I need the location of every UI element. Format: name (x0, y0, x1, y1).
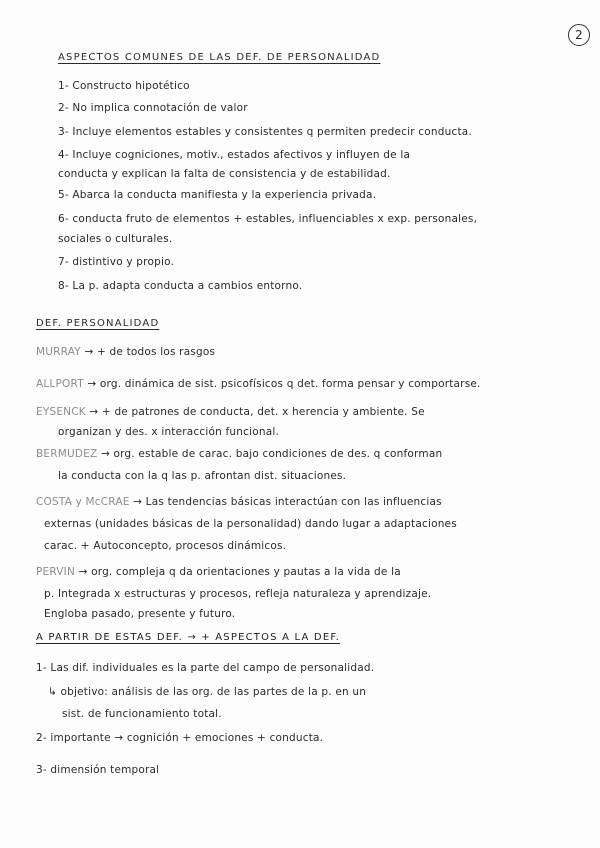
def-eysenck (36, 406, 425, 418)
section2-title: DEF. PERSONALIDAD (36, 318, 160, 329)
s3-line-5: 3- dimensión temporal (36, 764, 160, 776)
author-allport: ALLPORT (36, 378, 84, 390)
def-murray-text: → + de todos los rasgos (84, 346, 216, 358)
def-costa-mccrae-cont1: externas (unidades básicas de la personalidad) dando lugar a adaptaciones (44, 518, 457, 530)
s3-line-1: 1- Las dif. individuales es la parte del campo de personalidad. (36, 662, 375, 674)
def-costa-mccrae-text: → Las tendencias básicas interactúan con las influencias (133, 496, 442, 508)
author-bermudez: BERMUDEZ (36, 448, 98, 460)
def-bermudez (36, 448, 442, 460)
def-bermudez-cont: la conducta con la q las p. afrontan dist. situaciones. (58, 470, 347, 482)
def-costa-mccrae-cont2: carac. + Autoconcepto, procesos dinámicos. (44, 540, 287, 552)
s1-item-6-cont: sociales o culturales. (58, 233, 173, 245)
s1-item-4: 4- Incluye cogniciones, motiv., estados afectivos y influyen de la (58, 149, 411, 161)
page-number: 2 (568, 24, 590, 46)
def-pervin-cont2: Engloba pasado, presente y futuro. (44, 608, 236, 620)
s1-item-1: 1- Constructo hipotético (58, 80, 190, 92)
def-pervin (36, 566, 401, 578)
s1-item-8: 8- La p. adapta conducta a cambios entorno. (58, 280, 303, 292)
def-eysenck-text: → + de patrones de conducta, det. x herencia y ambiente. Se (89, 406, 425, 418)
author-eysenck: EYSENCK (36, 406, 86, 418)
author-pervin: PERVIN (36, 566, 76, 578)
s1-item-6: 6- conducta fruto de elementos + estables, influenciables x exp. personales, (58, 213, 478, 225)
def-eysenck-cont: organizan y des. x interacción funcional. (58, 426, 279, 438)
s1-item-4-cont: conducta y explican la falta de consistencia y de estabilidad. (58, 168, 391, 180)
s1-item-2: 2- No implica connotación de valor (58, 102, 248, 114)
def-pervin-cont1: p. Integrada x estructuras y procesos, refleja naturaleza y aprendizaje. (44, 588, 432, 600)
s3-line-3: sist. de funcionamiento total. (62, 708, 222, 720)
def-murray (36, 346, 215, 358)
s3-line-2: ↳ objetivo: análisis de las org. de las partes de la p. en un (48, 686, 367, 698)
s1-item-5: 5- Abarca la conducta manifiesta y la experiencia privada. (58, 189, 377, 201)
section1-title: ASPECTOS COMUNES DE LAS DEF. DE PERSONALIDAD (58, 52, 381, 63)
s3-line-4: 2- importante → cognición + emociones + conducta. (36, 732, 324, 744)
author-murray: MURRAY (36, 346, 81, 358)
s1-item-7: 7- distintivo y propio. (58, 256, 175, 268)
def-allport-text: → org. dinámica de sist. psicofísicos q det. forma pensar y comportarse. (87, 378, 481, 390)
def-bermudez-text: → org. estable de carac. bajo condiciones de des. q conforman (100, 448, 443, 460)
section3-title: A PARTIR DE ESTAS DEF. → + ASPECTOS A LA DEF. (36, 632, 341, 643)
def-allport (36, 378, 481, 390)
def-costa-mccrae (36, 496, 442, 508)
author-costa-mccrae: COSTA y McCRAE (36, 496, 130, 508)
s1-item-3: 3- Incluye elementos estables y consistentes q permiten predecir conducta. (58, 126, 472, 138)
def-pervin-text: → org. compleja q da orientaciones y pautas a la vida de la (78, 566, 401, 578)
